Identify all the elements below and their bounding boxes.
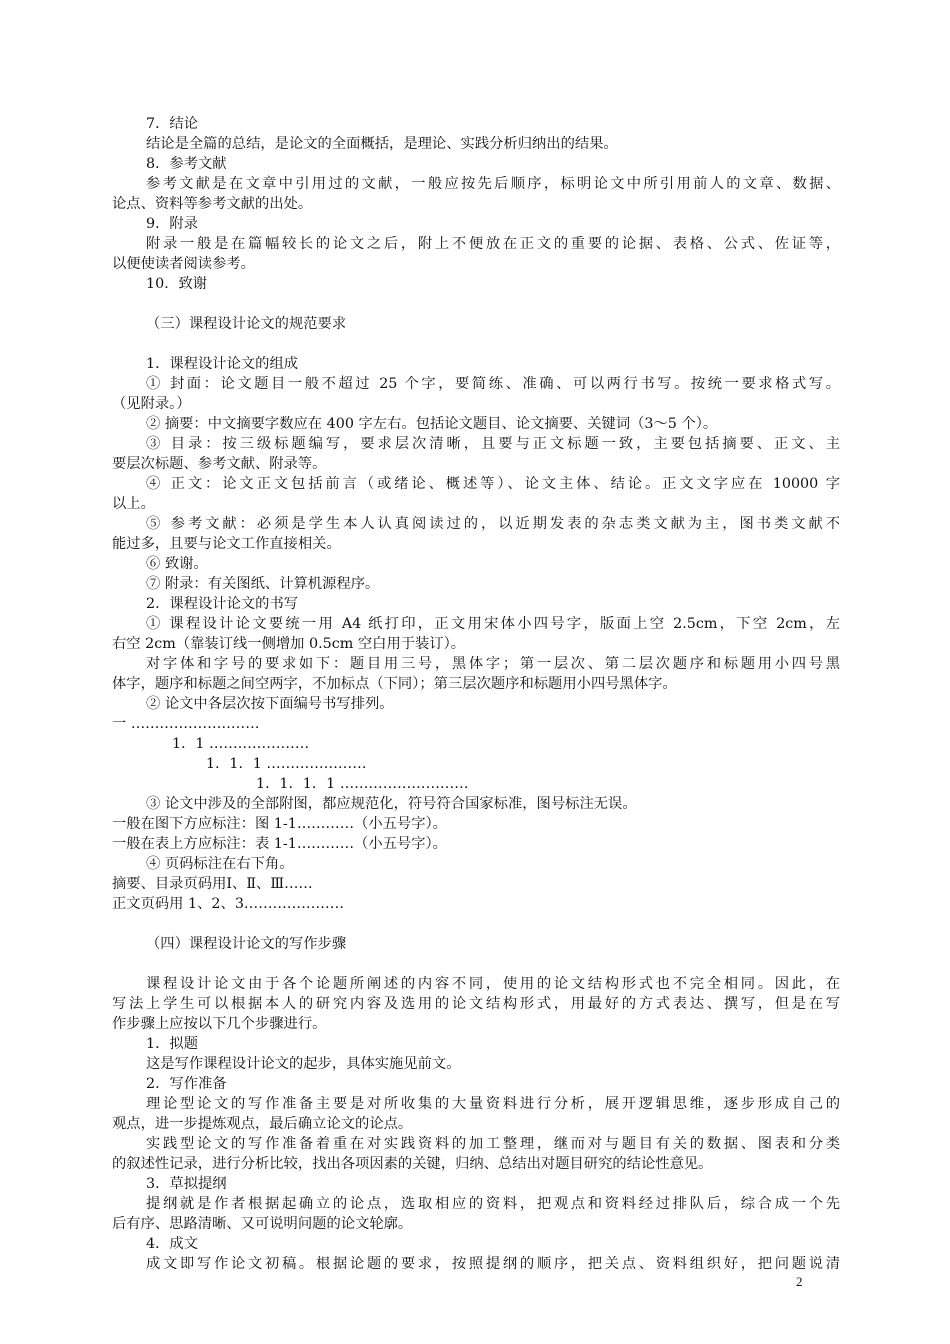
heading-references: 8．参考文献: [146, 156, 227, 172]
paragraph-line: 课程设计论文由于各个论题所阐述的内容不同，使用的论文结构形式也不完全相同。因此，在: [146, 976, 840, 992]
numbering-level-2: 1．1 …………………: [172, 736, 310, 752]
paragraph-line: ⑤ 参考文献：必须是学生本人认真阅读过的，以近期发表的杂志类文献为主，图书类文献不: [146, 516, 840, 532]
subheading-writing: 2．课程设计论文的书写: [146, 596, 299, 612]
paragraph-line: ⑥ 致谢。: [146, 556, 208, 572]
paragraph-line: ⑦ 附录：有关图纸、计算机源程序。: [146, 576, 380, 592]
paragraph-line: 观点，进一步提炼观点，最后确立论文的论点。: [112, 1116, 413, 1132]
paragraph-line: ④ 正文：论文正文包括前言（或绪论、概述等）、论文主体、结论。正文文字应在 10000 字: [146, 476, 840, 492]
paragraph-line: 正文页码用 1、2、3…………………: [112, 896, 344, 912]
paragraph-line: 提纲就是作者根据起确立的论点，选取相应的资料，把观点和资料经过排队后，综合成一个先: [146, 1196, 840, 1212]
paragraph-line: ② 论文中各层次按下面编号书写排列。: [146, 696, 394, 712]
paragraph-line: 体字，题序和标题之间空两字，不加标点（下同）；第三层次题序和标题用小四号黑体字。: [112, 676, 677, 692]
paragraph-line: 参考文献是在文章中引用过的文献，一般应按先后顺序，标明论文中所引用前人的文章、数据、: [146, 176, 840, 192]
subheading-topic: 1．拟题: [146, 1036, 198, 1052]
subheading-draft: 4．成文: [146, 1236, 198, 1252]
numbering-level-1: 一 ………………………: [112, 716, 260, 732]
heading-appendix: 9．附录: [146, 216, 198, 232]
numbering-level-3: 1．1．1 …………………: [206, 756, 367, 772]
heading-conclusion: 7．结论: [146, 116, 198, 132]
paragraph-line: 能过多，且要与论文工作直接相关。: [112, 536, 341, 552]
paragraph-line: ② 摘要：中文摘要字数应在 400 字左右。包括论文题目、论文摘要、关键词（3～5 个）。: [146, 416, 718, 432]
paragraph-line: 对字体和字号的要求如下：题目用三号，黑体字；第一层次、第二层次题序和标题用小四号黑: [146, 656, 840, 672]
paragraph-line: 一般在图下方应标注：图 1-1…………（小五号字）。: [112, 816, 447, 832]
subheading-composition: 1．课程设计论文的组成: [146, 356, 299, 372]
paragraph-line: 论点、资料等参考文献的出处。: [112, 196, 313, 212]
paragraph-line: 摘要、目录页码用Ⅰ、Ⅱ、Ⅲ……: [112, 876, 313, 892]
subheading-outline: 3．草拟提纲: [146, 1176, 227, 1192]
paragraph-line: 这是写作课程设计论文的起步，具体实施见前文。: [146, 1056, 461, 1072]
paragraph-line: 要层次标题、参考文献、附录等。: [112, 456, 327, 472]
paragraph-line: 成文即写作论文初稿。根据论题的要求，按照提纲的顺序，把关点、资料组织好，把问题说清: [146, 1256, 840, 1272]
heading-acknowledgement: 10．致谢: [146, 276, 208, 292]
paragraph-line: 写法上学生可以根据本人的研究内容及选用的论文结构形式，用最好的方式表达、撰写，但是在写: [112, 996, 840, 1012]
paragraph-line: 的叙述性记录，进行分析比较，找出各项因素的关键，归纳、总结出对题目研究的结论性意见。: [112, 1156, 713, 1172]
subheading-preparation: 2．写作准备: [146, 1076, 227, 1092]
paragraph-line: 后有序、思路清晰、又可说明问题的论文轮廓。: [112, 1216, 413, 1232]
paragraph-line: （见附录。）: [112, 396, 191, 412]
paragraph-line: 实践型论文的写作准备着重在对实践资料的加工整理，继而对与题目有关的数据、图表和分类: [146, 1136, 840, 1152]
paragraph-line: 结论是全篇的总结，是论文的全面概括，是理论、实践分析归纳出的结果。: [146, 136, 618, 152]
paragraph-line: 附录一般是在篇幅较长的论文之后，附上不便放在正文的重要的论据、表格、公式、佐证等，: [146, 236, 840, 252]
paragraph-line: 右空 2cm（靠装订线一侧增加 0.5cm 空白用于装订）。: [112, 636, 466, 652]
paragraph-line: ① 封面：论文题目一般不超过 25 个字，要简练、准确、可以两行书写。按统一要求格式写。: [146, 376, 840, 392]
paragraph-line: ① 课程设计论文要统一用 A4 纸打印，正文用宋体小四号字，版面上空 2.5cm，下空 2cm，左: [146, 616, 840, 632]
paragraph-line: 理论型论文的写作准备主要是对所收集的大量资料进行分析，展开逻辑思维，逐步形成自己的: [146, 1096, 840, 1112]
numbering-level-4: 1．1．1．1 ………………………: [256, 776, 469, 792]
paragraph-line: ③ 论文中涉及的全部附图，都应规范化，符号符合国家标准，图号标注无误。: [146, 796, 637, 812]
section-heading-4: （四）课程设计论文的写作步骤: [146, 936, 347, 952]
body-text: [112, 114, 840, 1274]
paragraph-line: 作步骤上应按以下几个步骤进行。: [112, 1016, 327, 1032]
paragraph-line: 以上。: [112, 496, 155, 512]
section-heading-3: （三）课程设计论文的规范要求: [146, 316, 347, 332]
paragraph-line: ④ 页码标注在右下角。: [146, 856, 294, 872]
paragraph-line: 以便使读者阅读参考。: [112, 256, 255, 272]
paragraph-line: 一般在表上方应标注：表 1-1…………（小五号字）。: [112, 836, 447, 852]
paragraph-line: ③ 目录：按三级标题编写，要求层次清晰，且要与正文标题一致，主要包括摘要、正文、主: [146, 436, 840, 452]
page-number: 2: [796, 1274, 803, 1289]
